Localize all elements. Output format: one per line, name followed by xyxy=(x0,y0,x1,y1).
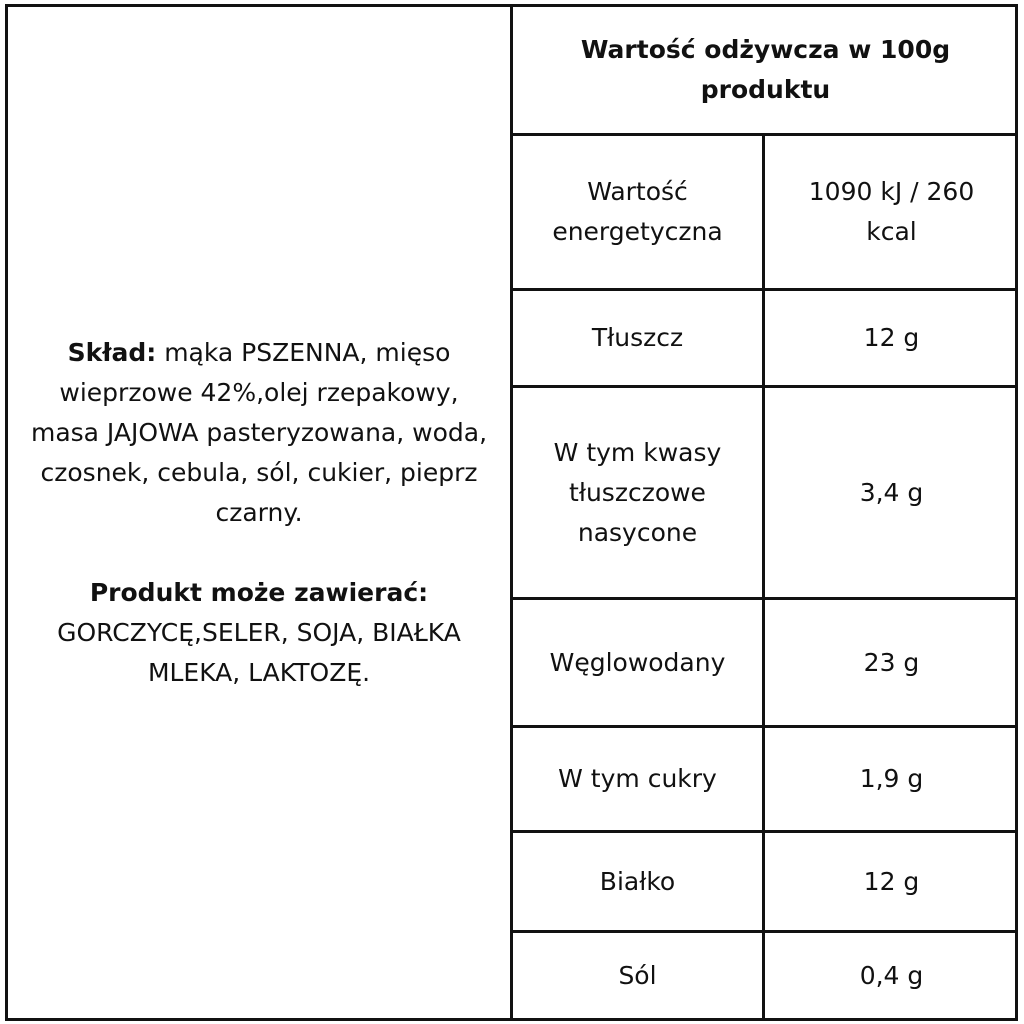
nutrient-value-protein: 12 g xyxy=(863,866,920,896)
ingredients-panel xyxy=(8,7,510,1018)
nutrient-value-saturated-fat: 3,4 g xyxy=(859,477,924,507)
ingredients-label: Skład: xyxy=(67,337,157,367)
ingredients-text: mąka PSZENNA, mięso wieprzowe 42%,olej rzepakowy, masa JAJOWA pasteryzowana, woda, czosnek, cebula, sól, cukier, pieprz czarny. xyxy=(30,337,488,527)
nutrient-value-sugars: 1,9 g xyxy=(859,764,924,793)
nutrient-label-carbohydrates: Węglowodany xyxy=(549,647,726,677)
nutrient-value-carbohydrates: 23 g xyxy=(863,647,920,677)
may-contain-label: Produkt może zawierać: xyxy=(89,577,429,607)
nutrient-value-fat: 12 g xyxy=(863,323,920,352)
allergens-text: GORCZYCĘ,SELER, SOJA, BIAŁKA MLEKA, LAKTOZĘ. xyxy=(57,617,461,687)
nutrient-label-energy: Wartość energetyczna xyxy=(552,177,723,246)
nutrition-header: Wartość odżywcza w 100g produktu xyxy=(580,35,951,104)
nutrient-label-sugars: W tym cukry xyxy=(558,764,717,793)
may-contain-paragraph xyxy=(28,573,490,693)
nutrient-label-fat: Tłuszcz xyxy=(591,323,684,352)
nutrient-value-salt: 0,4 g xyxy=(859,960,924,990)
nutrient-label-salt: Sól xyxy=(618,960,657,990)
nutrient-value-energy: 1090 kJ / 260 kcal xyxy=(808,177,975,246)
ingredients-paragraph xyxy=(28,333,490,533)
nutrient-label-protein: Białko xyxy=(599,866,676,896)
nutrient-label-saturated-fat: W tym kwasy tłuszczowe nasycone xyxy=(553,437,722,547)
